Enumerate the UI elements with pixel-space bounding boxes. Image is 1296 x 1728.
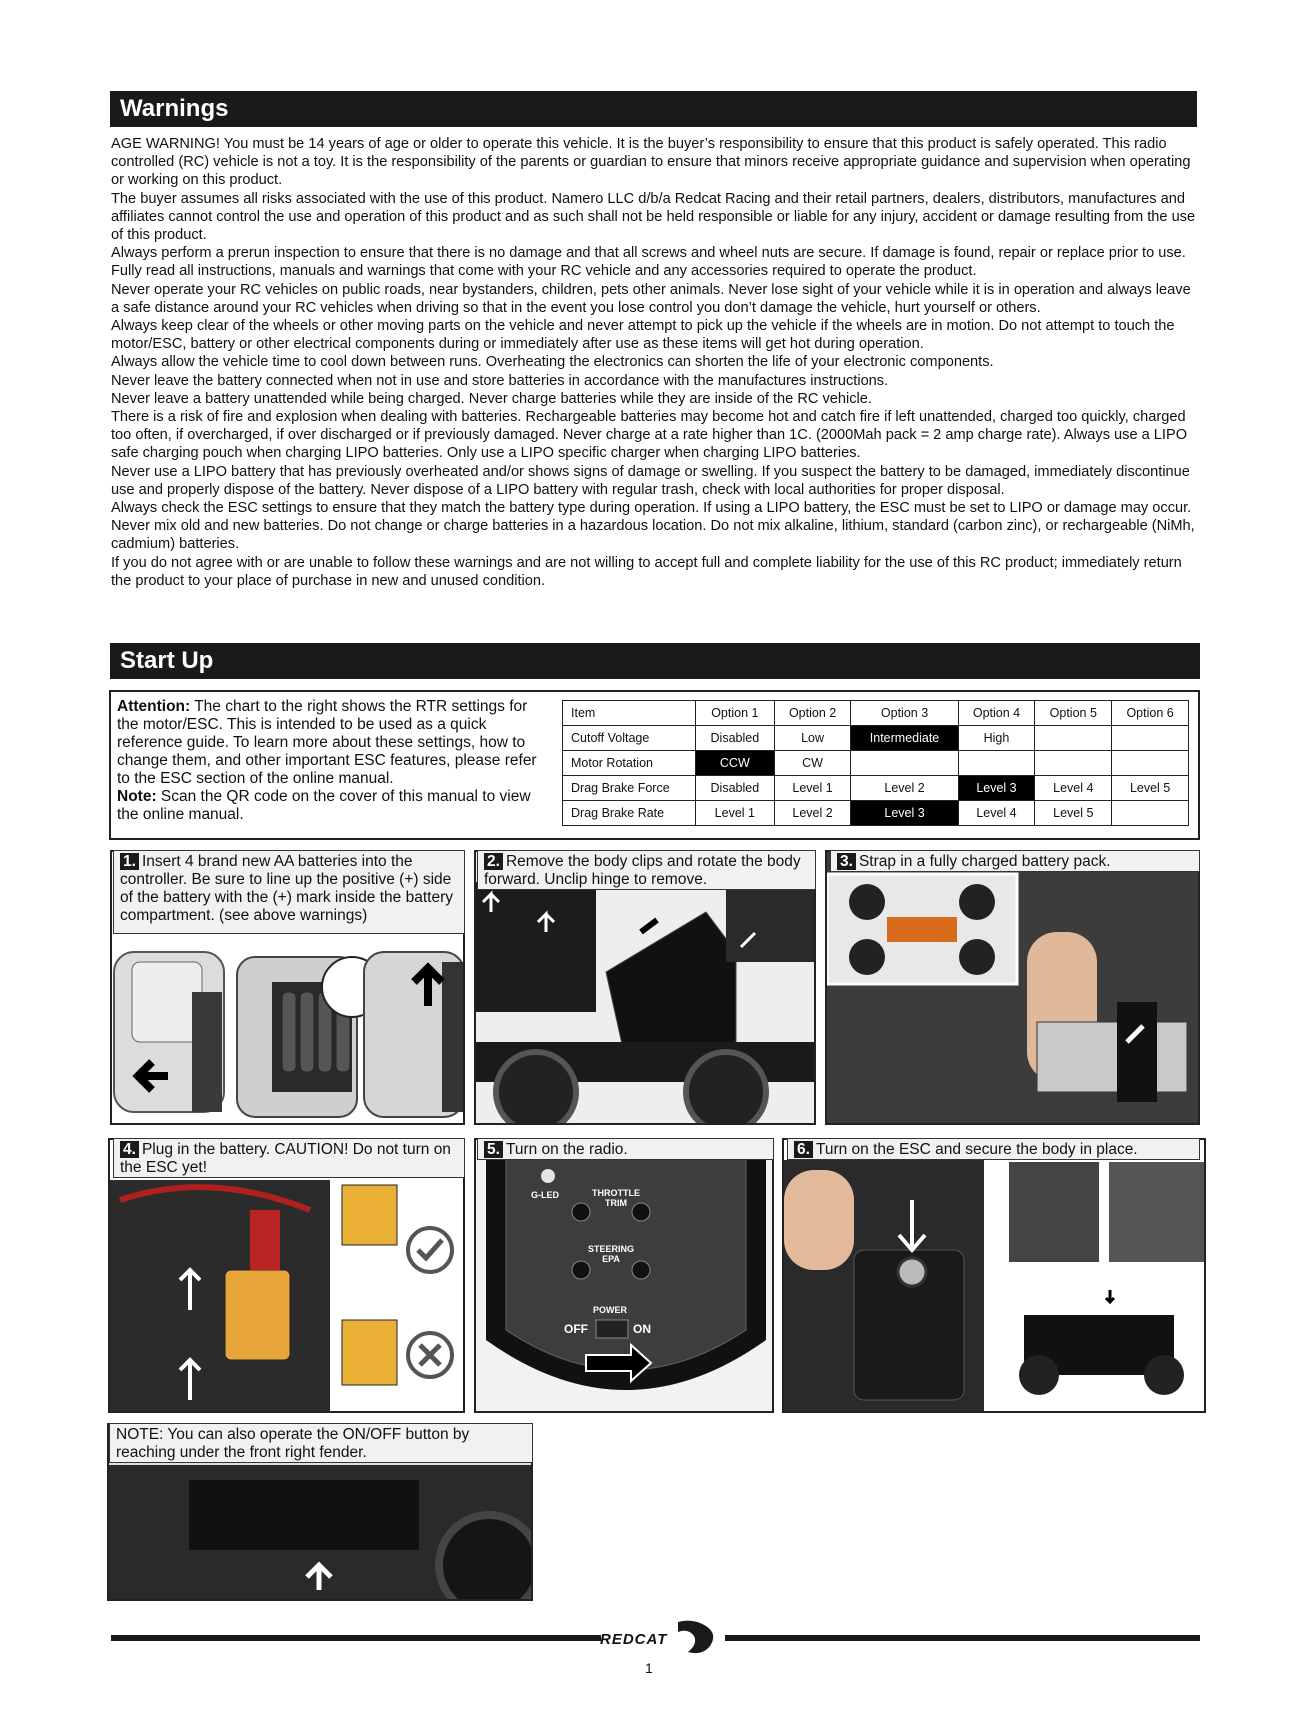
step3-caption xyxy=(830,850,1200,872)
esc-table-cell xyxy=(1112,726,1189,751)
body-removal-illustration xyxy=(476,852,816,1125)
esc-table-header-cell: Option 3 xyxy=(851,701,958,726)
step-text: Plug in the battery. CAUTION! Do not turn on the ESC yet! xyxy=(120,1141,451,1176)
warning-paragraph: Always keep clear of the wheels or other moving parts on the vehicle and never attempt to pick up the vehicle if the wheels are in motion. Do not attempt to touch the motor/ESC, battery or other electrical components during or immediately after use as these items will get hot during operation. xyxy=(111,318,1175,353)
esc-settings-table-wrap xyxy=(562,700,1189,826)
radio-illustration xyxy=(476,1140,774,1413)
esc-table-selected-cell: Intermediate xyxy=(851,726,958,751)
esc-settings-table xyxy=(562,700,1189,826)
footer-rule-right xyxy=(725,1635,1200,1641)
step1-caption xyxy=(113,850,465,934)
radio-on-label: ON xyxy=(633,1322,651,1336)
radio-power-label: POWER xyxy=(593,1305,628,1315)
attention-panel xyxy=(109,690,1200,840)
warning-paragraph: The buyer assumes all risks associated with the use of this product. Namero LLC d/b/a Redcat Racing and their retail partners, dealers, distributors, manufactures and affiliates cannot control the use and operation of this product and as such shall not be held responsible or liable for any injury, accident or damage resulting from the use of this product. xyxy=(111,190,1196,244)
radio-gled-label: G-LED xyxy=(531,1190,559,1200)
redcat-logo xyxy=(598,1618,728,1658)
esc-table-cell: Cutoff Voltage xyxy=(563,726,696,751)
step2-caption xyxy=(477,850,816,890)
step-text: Strap in a fully charged battery pack. xyxy=(858,853,1111,870)
esc-table-header-cell: Option 2 xyxy=(774,701,851,726)
esc-table-row xyxy=(563,801,1189,826)
esc-table-cell: Level 1 xyxy=(774,776,851,801)
esc-table-cell: High xyxy=(958,726,1035,751)
note-text: NOTE: You can also operate the ON/OFF button by reaching under the front right fender. xyxy=(116,1426,470,1461)
warning-paragraph: Never leave the battery connected when not in use and store batteries in accordance with the manufactures instructions. xyxy=(111,372,889,389)
esc-table-row xyxy=(563,726,1189,751)
esc-table-cell: Level 5 xyxy=(1035,801,1112,826)
warnings-header: Warnings xyxy=(110,91,1197,127)
esc-table-header-cell: Option 5 xyxy=(1035,701,1112,726)
footer-rule-left xyxy=(111,1635,601,1641)
esc-table-selected-cell: CCW xyxy=(696,751,775,776)
esc-table-cell: Motor Rotation xyxy=(563,751,696,776)
step-number: 2. xyxy=(484,853,503,870)
step5-image xyxy=(474,1138,774,1413)
step-number: 6. xyxy=(794,1141,813,1158)
warning-paragraph: Fully read all instructions, manuals and warnings that come with your RC vehicle and any accessories required to operate the product. xyxy=(111,263,977,280)
step-text: Remove the body clips and rotate the body forward. Unclip hinge to remove. xyxy=(484,853,801,888)
battery-plug-illustration xyxy=(110,1140,465,1413)
warning-paragraph: Never use a LIPO battery that has previously overheated and/or shows signs of damage or swelling. If you suspect the battery to be damaged, immediately discontinue use and properly dispose of the battery. Never dispose of a LIPO battery with regular trash, check with local authorities for proper disposal. xyxy=(111,463,1190,498)
warning-paragraph: Always perform a prerun inspection to ensure that there is no damage and that all screws and wheel nuts are secure. If damage is found, repair or replace prior to use. xyxy=(111,245,1186,262)
esc-table-header-cell: Option 6 xyxy=(1112,701,1189,726)
esc-table-selected-cell: Level 3 xyxy=(958,776,1035,801)
step-text: Insert 4 brand new AA batteries into the controller. Be sure to line up the positive (+) side of the battery with the (+) mark inside the battery compartment. (see above warnings) xyxy=(120,853,453,924)
esc-table-cell xyxy=(1112,751,1189,776)
esc-table-header-row xyxy=(563,701,1189,726)
esc-table-row xyxy=(563,751,1189,776)
radio-off-label: OFF xyxy=(564,1322,588,1336)
step4-caption xyxy=(113,1138,465,1178)
step-text: Turn on the radio. xyxy=(505,1141,628,1158)
warning-paragraph: If you do not agree with or are unable to follow these warnings and are not willing to accept full and complete liability for the use of this RC product; immediately return the product to your place of purchase in new and unused condition. xyxy=(111,554,1182,589)
attention-text xyxy=(111,692,551,830)
esc-table-cell: Level 2 xyxy=(774,801,851,826)
esc-table-selected-cell: Level 3 xyxy=(851,801,958,826)
note-label: Note: xyxy=(117,788,157,805)
esc-table-cell: Disabled xyxy=(696,776,775,801)
step6-caption xyxy=(787,1138,1200,1160)
warning-paragraph: Always allow the vehicle time to cool down between runs. Overheating the electronics can shorten the life of your electronic components. xyxy=(111,354,994,371)
esc-table-cell: Level 1 xyxy=(696,801,775,826)
warning-paragraph: Always check the ESC settings to ensure that they match the battery type during operation. If using a LIPO battery, the ESC must be set to LIPO or damage may occur. xyxy=(111,500,1192,517)
esc-switch-illustration xyxy=(784,1140,1206,1413)
attention-body: The chart to the right shows the RTR settings for the motor/ESC. This is intended to be used as a quick reference guide. To learn more about these settings, how to change them, and other important ESC features, please refer to the ESC section of the online manual. xyxy=(117,698,537,787)
warning-paragraph: AGE WARNING! You must be 14 years of age or older to operate this vehicle. It is the buyer’s responsibility to ensure that this product is safely operated. This radio controlled (RC) vehicle is not a toy. It is the responsibility of the parents or guardian to ensure that minors receive appropriate guidance and supervision when operating or working on this product. xyxy=(111,136,1191,189)
step5-caption xyxy=(477,1138,774,1160)
step-number: 3. xyxy=(837,853,856,870)
step2-image xyxy=(474,850,816,1125)
esc-table-cell: Disabled xyxy=(696,726,775,751)
step3-image xyxy=(825,850,1200,1125)
esc-table-cell: Drag Brake Force xyxy=(563,776,696,801)
esc-table-cell: Level 4 xyxy=(1035,776,1112,801)
step-text: Turn on the ESC and secure the body in place. xyxy=(815,1141,1138,1158)
warning-paragraph: Never leave a battery unattended while being charged. Never charge batteries while they are inside of the RC vehicle. xyxy=(111,390,872,407)
warning-paragraph: Never mix old and new batteries. Do not change or charge batteries in a hazardous location. Do not mix alkaline, lithium, standard (carbon zinc), or rechargeable (NiMh, cadmium) batteries. xyxy=(111,518,1195,553)
esc-table-cell: Drag Brake Rate xyxy=(563,801,696,826)
warning-paragraph: There is a risk of fire and explosion when dealing with batteries. Rechargeable batteries may become hot and catch fire if left unattended, charged too quickly, charged too often, if overcharged, if over discharged or if previously damaged. Never charge at a rate higher than 1C. (2000Mah pack = 2 amp charge rate). Always use a LIPO safe charging pouch when charging LIPO batteries. Only use a LIPO specific charger when charging LIPO batteries. xyxy=(111,409,1188,462)
esc-table-header-cell: Option 1 xyxy=(696,701,775,726)
esc-table-cell: Level 5 xyxy=(1112,776,1189,801)
note-body: Scan the QR code on the cover of this manual to view the online manual. xyxy=(117,788,531,823)
esc-table-cell: Level 2 xyxy=(851,776,958,801)
redcat-logo-text: REDCAT xyxy=(600,1631,668,1648)
step-number: 1. xyxy=(120,853,139,870)
esc-table-cell: CW xyxy=(774,751,851,776)
esc-table-cell: Level 4 xyxy=(958,801,1035,826)
esc-table-cell xyxy=(958,751,1035,776)
esc-table-cell xyxy=(1112,801,1189,826)
radio-throttle-label: THROTTLE TRIM xyxy=(592,1188,640,1208)
esc-table-cell xyxy=(1035,726,1112,751)
step4-image xyxy=(108,1138,465,1413)
battery-strap-illustration xyxy=(827,852,1200,1125)
page-number: 1 xyxy=(645,1660,653,1676)
esc-table-cell xyxy=(1035,751,1112,776)
step-number: 5. xyxy=(484,1141,503,1158)
startup-header: Start Up xyxy=(110,643,1200,679)
step6-image xyxy=(782,1138,1206,1413)
step-number: 4. xyxy=(120,1141,139,1158)
esc-table-header-cell: Item xyxy=(563,701,696,726)
esc-table-cell xyxy=(851,751,958,776)
esc-table-row xyxy=(563,776,1189,801)
esc-table-cell: Low xyxy=(774,726,851,751)
warnings-body xyxy=(111,135,1201,590)
attention-label: Attention: xyxy=(117,698,191,715)
warning-paragraph: Never operate your RC vehicles on public roads, near bystanders, children, pets other animals. Never lose sight of your vehicle while it is in operation and always leave a safe distance around your RC vehicles when driving so that in the event you lose control you don’t damage the vehicle, hurt yourself or others. xyxy=(111,281,1191,316)
radio-steering-label: STEERING EPA xyxy=(587,1244,634,1264)
note-caption xyxy=(109,1423,533,1463)
esc-table-header-cell: Option 4 xyxy=(958,701,1035,726)
